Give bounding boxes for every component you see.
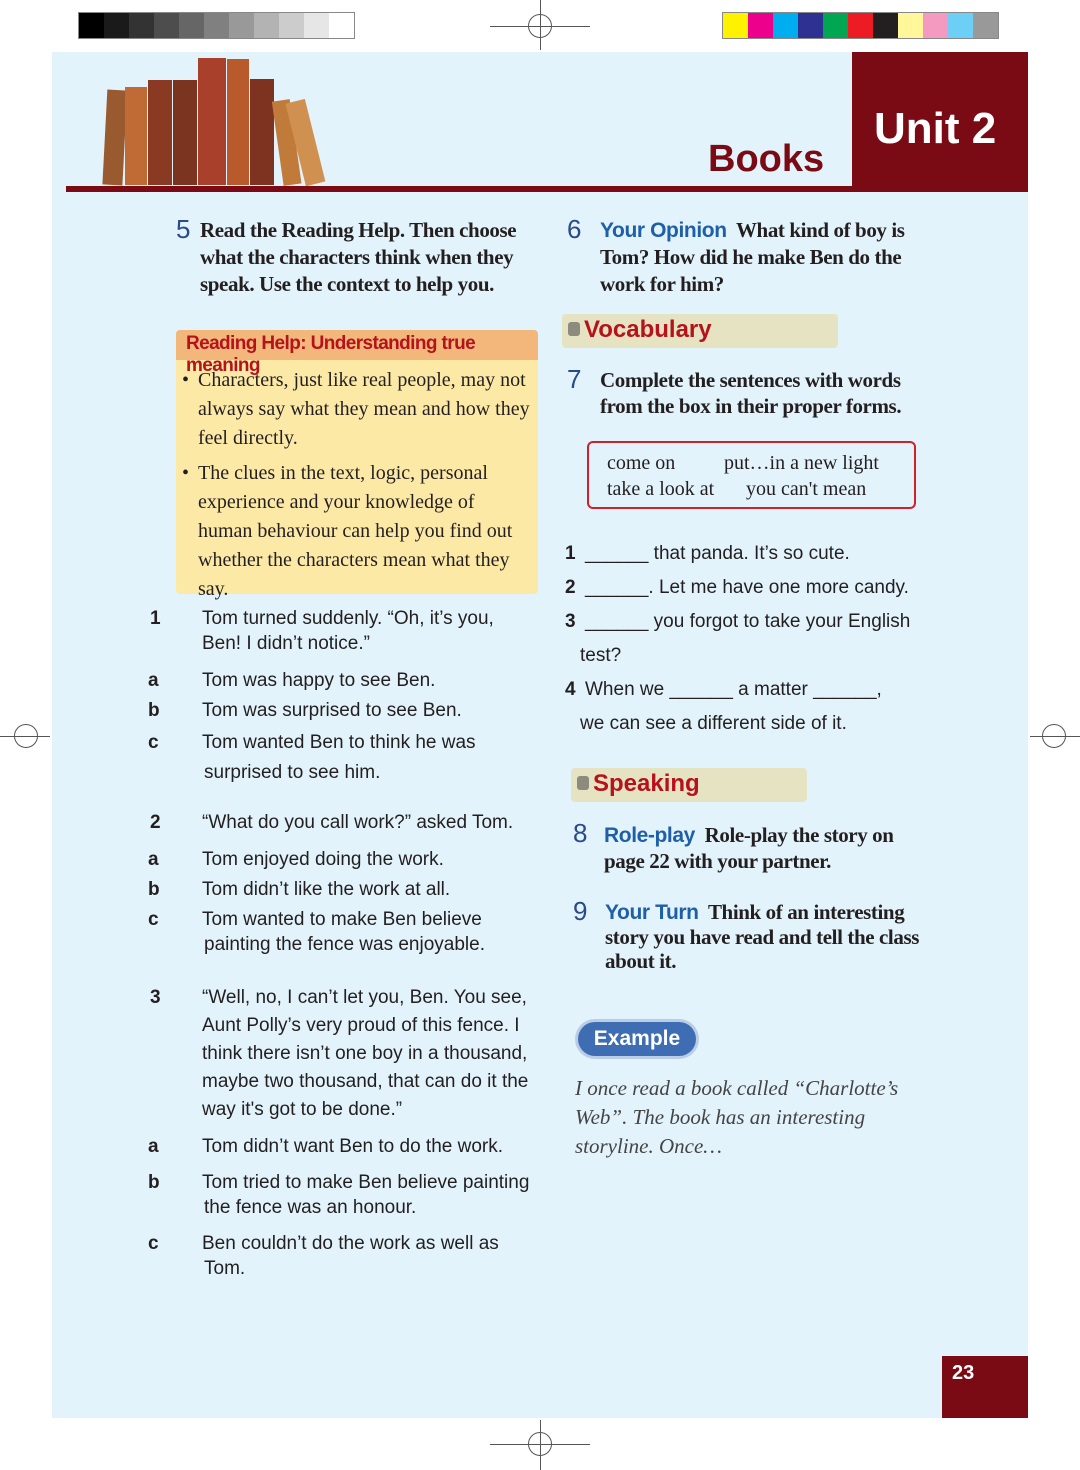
calibration-swatch: [304, 13, 329, 38]
calibration-swatch: [179, 13, 204, 38]
calibration-swatch: [329, 13, 354, 38]
word-option: put…in a new light: [724, 452, 879, 474]
your-turn-label: Your Turn: [605, 901, 699, 924]
question-number: 3: [150, 987, 161, 1008]
question-item: [150, 810, 536, 835]
reading-help-bullet: • Characters, just like real people, may not always say what they mean and how they feel directly.: [198, 366, 532, 453]
option-letter: a: [148, 849, 159, 870]
calibration-swatch: [923, 13, 948, 38]
option-letter: c: [148, 909, 159, 930]
option-letter: a: [148, 1136, 159, 1157]
calibration-swatch: [873, 13, 898, 38]
exercise-number: 9: [573, 896, 588, 926]
exercise-7-instruction: Complete the sentences with words from the box in their proper forms.: [600, 368, 902, 418]
option-text: Tom enjoyed doing the work.: [202, 849, 444, 870]
calibration-swatch: [723, 13, 748, 38]
sentence-number: 4: [565, 679, 576, 700]
option-text: Tom didn’t want Ben to do the work.: [202, 1136, 503, 1157]
question-text: “Well, no, I can’t let you, Ben. You see, Aunt Polly’s very proud of this fence. I think there isn’t one boy in a thousand, maybe two thousand, that can do it the way it's got to be done.”: [202, 987, 529, 1120]
calibration-swatch: [254, 13, 279, 38]
exercise-9-instruction: [605, 900, 930, 973]
example-badge: Example: [578, 1022, 696, 1056]
calibration-swatch: [79, 13, 104, 38]
question-item: [150, 984, 536, 1124]
word-box: [587, 441, 916, 509]
calibration-swatch: [129, 13, 154, 38]
speaking-title: Speaking: [593, 770, 700, 797]
option-text: Tom didn’t like the work at all.: [202, 879, 451, 900]
exercise-6-text: What kind of boy is Tom? How did he make Ben do the work for him?: [600, 218, 905, 296]
sentence-text: ______. Let me have one more candy.: [585, 577, 909, 598]
vocabulary-heading: [562, 314, 838, 348]
fill-in-sentence: [565, 673, 925, 741]
question-number: 1: [150, 608, 161, 629]
answer-option[interactable]: [148, 1134, 536, 1159]
books-illustration: [100, 55, 350, 190]
question-text: Tom turned suddenly. “Oh, it’s you, Ben! I didn’t notice.”: [202, 608, 494, 654]
word-option: you can't mean: [746, 478, 867, 500]
question-number: 2: [150, 812, 161, 833]
calibration-swatch: [823, 13, 848, 38]
play-icon: [577, 776, 589, 790]
calibration-swatch: [798, 13, 823, 38]
option-letter: c: [148, 732, 159, 753]
sentence-continuation: test?: [580, 645, 622, 666]
calibration-swatch: [279, 13, 304, 38]
calibration-swatch: [948, 13, 973, 38]
registration-mark: [1042, 724, 1066, 748]
reading-help-box: [176, 330, 538, 600]
sentence-text: ______ you forgot to take your English: [585, 611, 911, 632]
exercise-9-text: Think of an interesting story you have read and tell the class about it.: [605, 900, 919, 973]
fill-in-sentence: [565, 537, 925, 571]
header-rule: [66, 186, 856, 192]
role-play-label: Role-play: [604, 824, 695, 847]
color-calibration-bar: [722, 12, 999, 39]
option-letter: c: [148, 1233, 159, 1254]
calibration-swatch: [898, 13, 923, 38]
exercise-number: 7: [567, 364, 582, 394]
reading-help-title: Reading Help: Understanding true meaning: [176, 330, 538, 360]
calibration-swatch: [104, 13, 129, 38]
reading-help-bullet: • The clues in the text, logic, personal experience and your knowledge of human behaviour can help you find out whether the characters mean what they say.: [198, 459, 532, 604]
grayscale-bar: [78, 12, 355, 39]
word-option: come on: [607, 452, 676, 474]
sentence-number: 2: [565, 577, 576, 598]
sentence-number: 3: [565, 611, 576, 632]
option-text: Tom wanted Ben to think he was surprised to see him.: [202, 732, 476, 783]
exercise-5-instruction: Read the Reading Help. Then choose what the characters think when they speak. Use the context to help you.: [200, 218, 517, 296]
calibration-swatch: [204, 13, 229, 38]
option-text: Tom was surprised to see Ben.: [202, 700, 462, 721]
answer-option[interactable]: [148, 847, 536, 872]
option-text: Tom tried to make Ben believe painting the fence was an honour.: [202, 1172, 530, 1218]
registration-mark: [528, 14, 552, 38]
calibration-swatch: [154, 13, 179, 38]
answer-option[interactable]: [148, 698, 536, 723]
sentence-continuation: we can see a different side of it.: [580, 713, 847, 734]
unit-title: Books: [708, 138, 825, 180]
exercise-6-instruction: [600, 217, 935, 298]
registration-mark: [14, 724, 38, 748]
sentence-text: When we ______ a matter ______,: [585, 679, 882, 700]
fill-in-sentence: [565, 605, 925, 673]
answer-option[interactable]: [148, 907, 536, 957]
option-letter: b: [148, 1172, 160, 1193]
option-letter: a: [148, 670, 159, 691]
exercise-number: 8: [573, 818, 588, 848]
calibration-swatch: [773, 13, 798, 38]
example-text: I once read a book called “Charlotte’s Web”. The book has an interesting storyline. Once…: [575, 1076, 899, 1158]
exercise-number: 6: [567, 214, 582, 244]
fill-in-sentence: [565, 571, 925, 605]
option-text: Tom wanted to make Ben believe painting the fence was enjoyable.: [202, 909, 485, 955]
speaking-heading: [571, 768, 807, 802]
answer-option[interactable]: [148, 668, 536, 693]
option-letter: b: [148, 700, 160, 721]
option-text: Ben couldn’t do the work as well as Tom.: [202, 1233, 499, 1279]
answer-option[interactable]: [148, 1170, 536, 1220]
calibration-swatch: [848, 13, 873, 38]
calibration-swatch: [229, 13, 254, 38]
exercise-8-instruction: [604, 822, 924, 874]
sentence-number: 1: [565, 543, 576, 564]
vocabulary-title: Vocabulary: [584, 316, 712, 343]
answer-option[interactable]: [148, 877, 536, 902]
exercise-number: 5: [176, 214, 191, 244]
answer-option[interactable]: [148, 1231, 536, 1281]
word-option: take a look at: [607, 478, 715, 500]
your-opinion-label: Your Opinion: [600, 219, 727, 242]
option-letter: b: [148, 879, 160, 900]
question-item: [150, 606, 536, 656]
question-text: “What do you call work?” asked Tom.: [202, 812, 514, 833]
registration-mark: [528, 1432, 552, 1456]
unit-label: Unit 2: [852, 52, 1028, 192]
play-icon: [568, 322, 580, 336]
option-text: Tom was happy to see Ben.: [202, 670, 436, 691]
answer-option[interactable]: [148, 728, 536, 788]
exercise-8-text: Role-play the story on page 22 with your partner.: [604, 823, 894, 873]
page-number: 23: [942, 1356, 1028, 1418]
calibration-swatch: [973, 13, 998, 38]
sentence-text: ______ that panda. It’s so cute.: [585, 543, 850, 564]
calibration-swatch: [748, 13, 773, 38]
